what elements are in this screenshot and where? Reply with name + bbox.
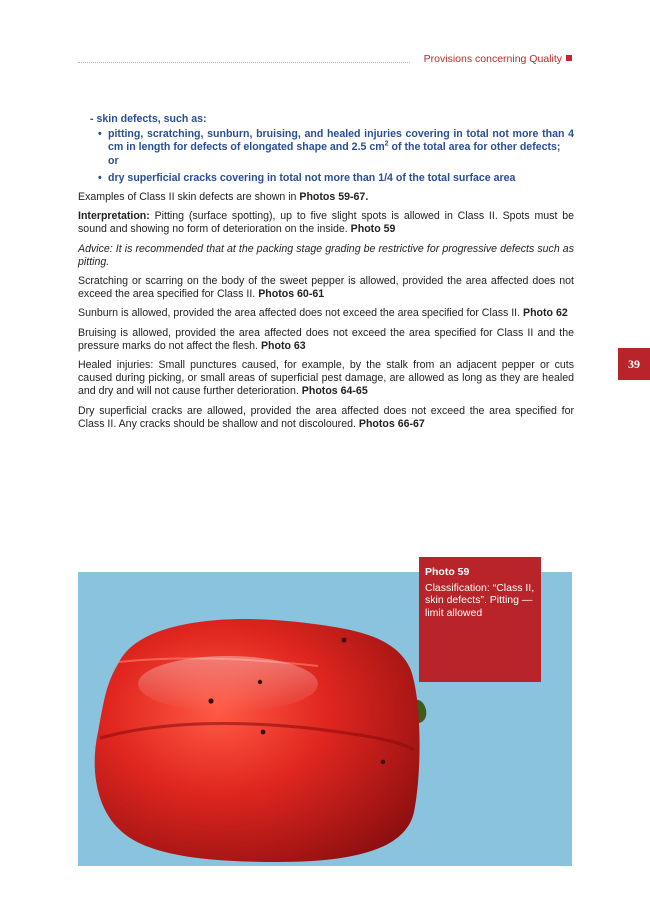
header-square-icon (566, 55, 572, 61)
interpretation-paragraph: Interpretation: Pitting (surface spotting), up to five slight spots is allowed in Class II. Spots must be sound and showing no form of deterioration on the inside. Photo 59 (78, 210, 574, 236)
page-number-tab: 39 (618, 348, 650, 380)
examples-paragraph: Examples of Class II skin defects are shown in Photos 59-67. (78, 191, 369, 204)
healed-injuries-paragraph: Healed injuries: Small punctures caused, for example, by the stalk from an adjacent pepper or cuts caused during picking, or small areas of superficial pest damage, are allowed as long as they are healed and dry and will not cause further deterioration. Photos 64-65 (78, 359, 574, 398)
advice-paragraph: Advice: It is recommended that at the packing stage grading be restrictive for progressive defects such as pitting. (78, 242, 574, 268)
section-title: Provisions concerning Quality (423, 53, 562, 65)
bruising-paragraph: Bruising is allowed, provided the area affected does not exceed the area specified for Class II and the pressure marks do not affect the flesh. Photo 63 (78, 326, 574, 352)
pit-spot (342, 638, 347, 643)
bullet-icon: • (98, 171, 102, 184)
pit-spot (258, 680, 262, 684)
header-rule (78, 62, 410, 63)
scratching-paragraph: Scratching or scarring on the body of the sweet pepper is allowed, provided the area affected does not exceed the area specified for Class II. Photos 60-61 (78, 275, 574, 301)
pit-spot (381, 760, 385, 764)
list-item: • pitting, scratching, sunburn, bruising, and healed injuries covering in total not more than 4 cm in length for defects of elongated shape and 2.5 $cm^2$ of the total area for other defects; or (98, 128, 574, 167)
caption-text: Classification: “Class II, skin defects”. Pitting — limit allowed (425, 581, 535, 619)
list-item: • dry superficial cracks covering in total not more than 1/4 of the total surface area (98, 171, 516, 184)
pit-spot (261, 730, 266, 735)
sunburn-paragraph: Sunburn is allowed, provided the area affected does not exceed the area specified for Class II. Photo 62 (78, 307, 568, 320)
skin-defects-list (78, 128, 574, 185)
main-content (78, 113, 574, 437)
gloss-highlight (138, 656, 318, 712)
bullet-icon: • (98, 128, 102, 141)
caption-title: Photo 59 (425, 566, 470, 578)
cracks-paragraph: Dry superficial cracks are allowed, provided the area affected does not exceed the area specified for Class II. Any cracks should be shallow and not discoloured. Photos 66-67 (78, 404, 574, 430)
photo-caption (419, 557, 541, 682)
pit-spot (208, 698, 213, 703)
skin-defects-heading: - skin defects, such as: (90, 113, 207, 125)
pepper-body (95, 619, 420, 862)
